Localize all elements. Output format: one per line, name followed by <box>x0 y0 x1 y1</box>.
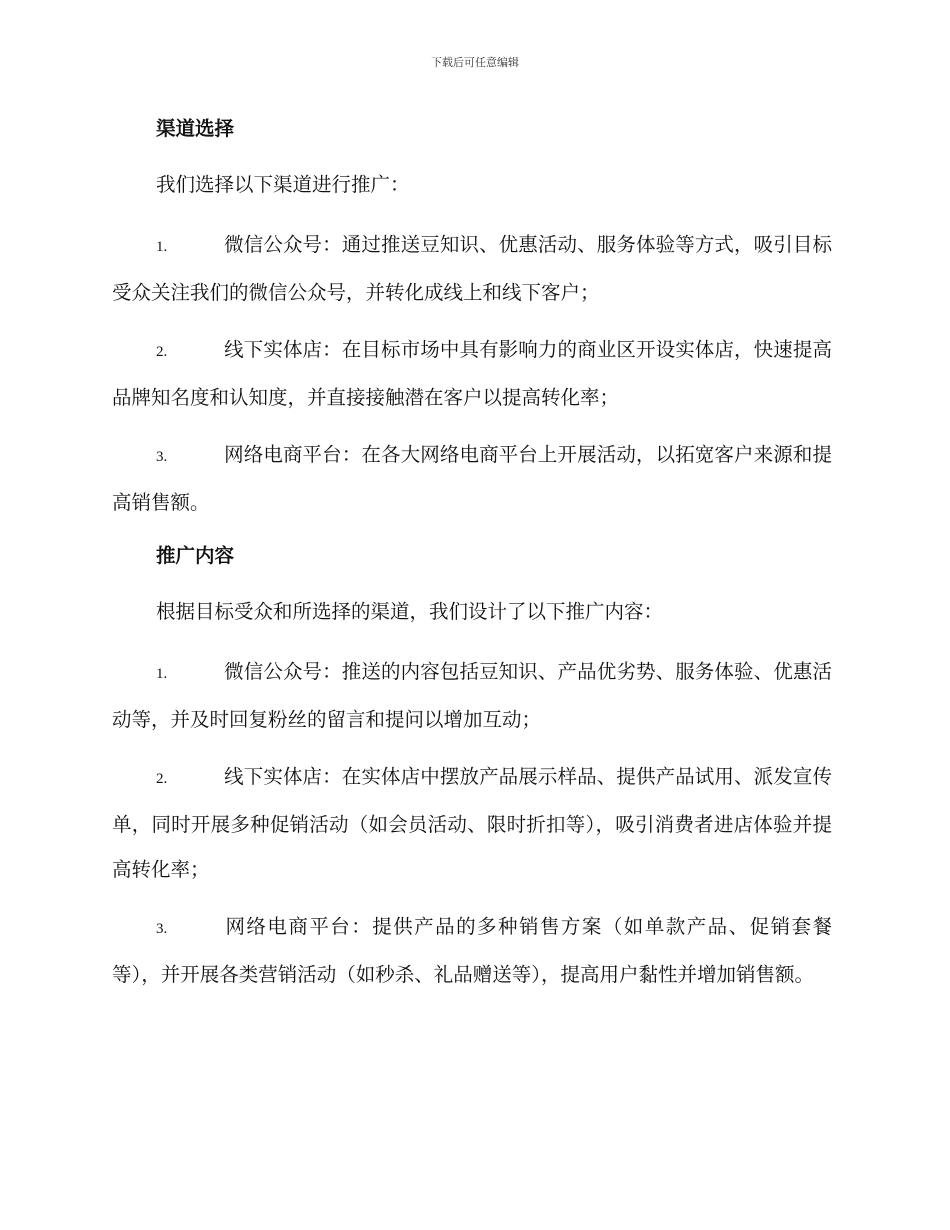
section-intro: 我们选择以下渠道进行推广： <box>156 173 410 196</box>
list-item-text: 微信公众号：通过推送豆知识、优惠活动、服务体验等方式，吸引目标受众关注我们的微信公众号，并转化成线上和线下客户； <box>112 233 832 304</box>
list-number: 2. <box>156 771 168 787</box>
list-number: 1. <box>156 666 168 682</box>
list-item-text: 微信公众号：推送的内容包括豆知识、产品优劣势、服务体验、优惠活动等，并及时回复粉丝的留言和提问以增加互动； <box>112 660 832 731</box>
list-number: 2. <box>156 344 168 360</box>
list-item-text: 网络电商平台：提供产品的多种销售方案（如单款产品、促销套餐等），并开展各类营销活动（如秒杀、礼品赠送等），提高用户黏性并增加销售额。 <box>112 915 832 986</box>
section-channel-selection <box>112 112 832 525</box>
section-intro: 根据目标受众和所选择的渠道，我们设计了以下推广内容： <box>156 600 664 623</box>
document-body <box>112 112 832 1009</box>
list-item-text: 线下实体店：在实体店中摆放产品展示样品、提供产品试用、派发宣传单，同时开展多种促销活动（如会员活动、限时折扣等），吸引消费者进店体验并提高转化率； <box>112 765 832 881</box>
section-title: 推广内容 <box>156 544 235 567</box>
section-promotion-content <box>112 539 832 997</box>
page-header: 下载后可任意编辑 <box>431 56 519 69</box>
list-item <box>112 432 832 525</box>
list-number: 1. <box>156 239 168 255</box>
list-item <box>112 649 832 742</box>
list-item <box>112 754 832 892</box>
list-item-text: 网络电商平台：在各大网络电商平台上开展活动，以拓宽客户来源和提高销售额。 <box>112 443 832 514</box>
list-item <box>112 327 832 420</box>
list-number: 3. <box>156 921 168 937</box>
list-number: 3. <box>156 449 168 465</box>
list-item <box>112 904 832 997</box>
section-title: 渠道选择 <box>156 117 235 140</box>
list-item-text: 线下实体店：在目标市场中具有影响力的商业区开设实体店，快速提高品牌知名度和认知度，并直接接触潜在客户以提高转化率； <box>112 338 832 409</box>
list-item <box>112 222 832 315</box>
